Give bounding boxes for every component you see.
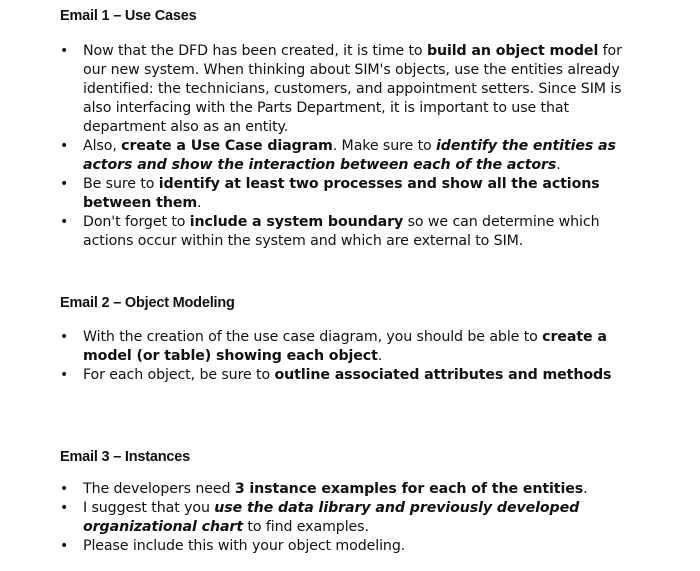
text-run: The developers need xyxy=(83,481,235,497)
bullet-item xyxy=(0,137,643,175)
bullet-dot-icon: • xyxy=(60,138,69,154)
bullet-item xyxy=(0,175,643,213)
bullet-item xyxy=(0,366,643,385)
text-run: With the creation of the use case diagram, you should be able to xyxy=(83,329,543,345)
text-run: Also, xyxy=(83,138,122,154)
emphasis-text-run: outline associated attributes and methods xyxy=(274,367,612,383)
bullet-item xyxy=(0,537,643,556)
email-3-title: Email 3 – Instances xyxy=(60,449,190,465)
emphasis-text-run: create a model (or table) showing each object xyxy=(83,329,607,364)
text-run: . Make sure to xyxy=(332,138,437,154)
text-run: I suggest that you xyxy=(83,500,215,516)
bullet-item xyxy=(0,480,643,499)
bullet-dot-icon: • xyxy=(60,43,69,59)
emphasis-text-run: include a system boundary xyxy=(189,214,404,230)
email-1-bullet-list xyxy=(0,42,643,251)
emphasis-text-run: create a Use Case diagram xyxy=(121,138,333,154)
emphasis-text-run: 3 instance examples for each of the entities xyxy=(234,481,584,497)
bullet-dot-icon: • xyxy=(60,176,69,192)
email-2-title: Email 2 – Object Modeling xyxy=(60,295,235,311)
bullet-dot-icon: • xyxy=(60,367,69,383)
bullet-dot-icon: • xyxy=(60,481,69,497)
text-run: so we can determine which actions occur within the system and which are external to SIM. xyxy=(83,214,600,249)
email-3-bullet-list xyxy=(0,480,643,556)
text-run: . xyxy=(583,481,588,497)
emphasis-text-run: identify the entities as actors and show the interaction between each of the actors xyxy=(83,138,616,173)
bullet-item xyxy=(0,42,643,137)
bullet-dot-icon: • xyxy=(60,500,69,516)
text-run: For each object, be sure to xyxy=(83,367,275,383)
bullet-item xyxy=(0,499,643,537)
bullet-dot-icon: • xyxy=(60,538,69,554)
text-run: Don't forget to xyxy=(83,214,190,230)
text-run: . xyxy=(197,195,202,211)
text-run: Please include this with your object modeling. xyxy=(83,538,406,554)
emphasis-text-run: identify at least two processes and show all the actions between them xyxy=(83,176,600,211)
bullet-item xyxy=(0,328,643,366)
text-run: Now that the DFD has been created, it is time to xyxy=(83,43,427,59)
emphasis-text-run: build an object model xyxy=(426,43,599,59)
emphasis-text-run: use the data library and previously developed organizational chart xyxy=(83,500,580,535)
text-run: Be sure to xyxy=(83,176,159,192)
text-run: . xyxy=(377,348,383,364)
email-2-bullet-list xyxy=(0,328,643,385)
text-run: . xyxy=(556,157,561,173)
bullet-dot-icon: • xyxy=(60,214,69,230)
text-run: for our new system. When thinking about SIM's objects, use the entities already identified: the technicians, customers, and appointment setters. Since SIM is also interfacing with the Parts Department, it is important to use that department also as an entity. xyxy=(83,43,622,135)
bullet-item xyxy=(0,213,643,251)
text-run: to find examples. xyxy=(243,519,369,535)
email-1-title: Email 1 – Use Cases xyxy=(60,8,197,24)
bullet-dot-icon: • xyxy=(60,329,69,345)
